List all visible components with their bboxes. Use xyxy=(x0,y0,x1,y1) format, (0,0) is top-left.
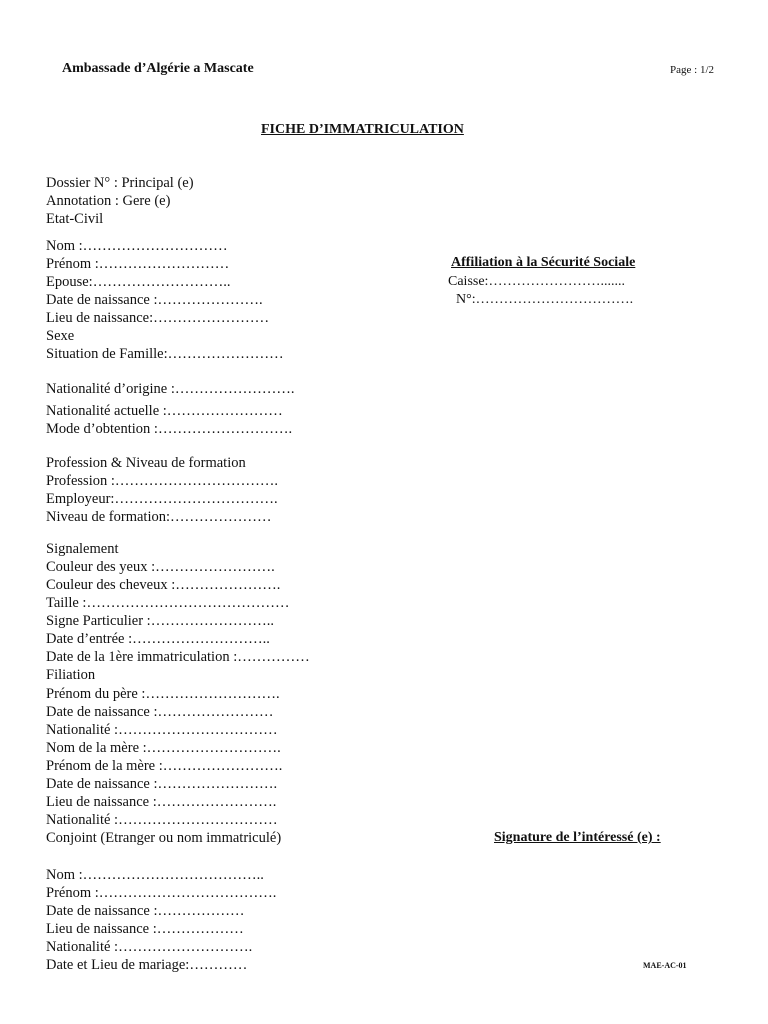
form-line-profession: Profession :……………………………. xyxy=(46,473,278,489)
section-heading-signalement: Signalement xyxy=(46,541,119,557)
section-heading-etat-civil: Etat-Civil xyxy=(46,211,104,227)
form-line-date-naissance-pere: Date de naissance :…………………… xyxy=(46,704,274,720)
form-line-annotation: Annotation : Gere (e) xyxy=(46,193,171,209)
form-line-nationalite-conjoint: Nationalité :………………………. xyxy=(46,939,253,955)
signature-label: Signature de l’intéressé (e) : xyxy=(494,830,661,845)
form-reference-code: MAE-AC-01 xyxy=(643,961,687,970)
form-line-prenom: Prénom :……………………… xyxy=(46,256,230,272)
affiliation-caisse: Caisse:……………………....... xyxy=(448,274,625,289)
section-heading-conjoint: Conjoint (Etranger ou nom immatriculé) xyxy=(46,830,282,846)
form-line-signe-particulier: Signe Particulier :…………………….. xyxy=(46,613,274,629)
form-line-date-lieu-mariage: Date et Lieu de mariage:………… xyxy=(46,957,248,973)
form-line-lieu-naissance: Lieu de naissance:…………………… xyxy=(46,310,270,326)
form-line-lieu-naissance-conjoint: Lieu de naissance :……………… xyxy=(46,921,244,937)
form-line-situation-famille: Situation de Famille:…………………… xyxy=(46,346,284,362)
affiliation-title: Affiliation à la Sécurité Sociale xyxy=(451,255,636,270)
form-line-date-naissance: Date de naissance :…………………. xyxy=(46,292,263,308)
embassy-name: Ambassade d’Algérie a Mascate xyxy=(62,61,254,76)
form-line-sexe: Sexe xyxy=(46,328,75,344)
form-line-mode-obtention: Mode d’obtention :………………………. xyxy=(46,421,293,437)
form-line-nationalite-pere: Nationalité :…………………………… xyxy=(46,722,278,738)
page-number: Page : 1/2 xyxy=(670,64,714,76)
form-line-nom: Nom :………………………… xyxy=(46,238,228,254)
document-title: FICHE D’IMMATRICULATION xyxy=(261,122,464,137)
form-line-nationalite-origine: Nationalité d’origine :……………………. xyxy=(46,381,295,397)
form-line-niveau-formation: Niveau de formation:………………… xyxy=(46,509,272,525)
form-line-nom-conjoint: Nom :……………………………….. xyxy=(46,867,264,883)
form-line-dossier: Dossier N° : Principal (e) xyxy=(46,175,194,191)
form-line-nationalite-mere: Nationalité :…………………………… xyxy=(46,812,278,828)
form-line-date-naissance-mere: Date de naissance :……………………. xyxy=(46,776,278,792)
form-line-nationalite-actuelle: Nationalité actuelle :…………………… xyxy=(46,403,283,419)
affiliation-numero: N°:……………………………. xyxy=(456,292,634,307)
form-line-prenom-pere: Prénom du père :………………………. xyxy=(46,686,280,702)
form-line-prenom-conjoint: Prénom :………………………………. xyxy=(46,885,277,901)
form-line-employeur: Employeur:……………………………. xyxy=(46,491,278,507)
form-line-prenom-mere: Prénom de la mère :……………………. xyxy=(46,758,283,774)
form-line-date-entree: Date d’entrée :……………………….. xyxy=(46,631,270,647)
form-line-epouse: Epouse:……………………….. xyxy=(46,274,231,290)
form-line-couleur-cheveux: Couleur des cheveux :…………………. xyxy=(46,577,281,593)
section-heading-filiation: Filiation xyxy=(46,667,96,683)
form-line-premiere-immatriculation: Date de la 1ère immatriculation :…………… xyxy=(46,649,310,665)
form-line-date-naissance-conjoint: Date de naissance :……………… xyxy=(46,903,245,919)
section-heading-profession: Profession & Niveau de formation xyxy=(46,455,246,471)
form-line-couleur-yeux: Couleur des yeux :……………………. xyxy=(46,559,275,575)
form-line-nom-mere: Nom de la mère :………………………. xyxy=(46,740,281,756)
form-line-taille: Taille :…………………………………… xyxy=(46,595,290,611)
form-line-lieu-naissance-mere: Lieu de naissance :……………………. xyxy=(46,794,277,810)
